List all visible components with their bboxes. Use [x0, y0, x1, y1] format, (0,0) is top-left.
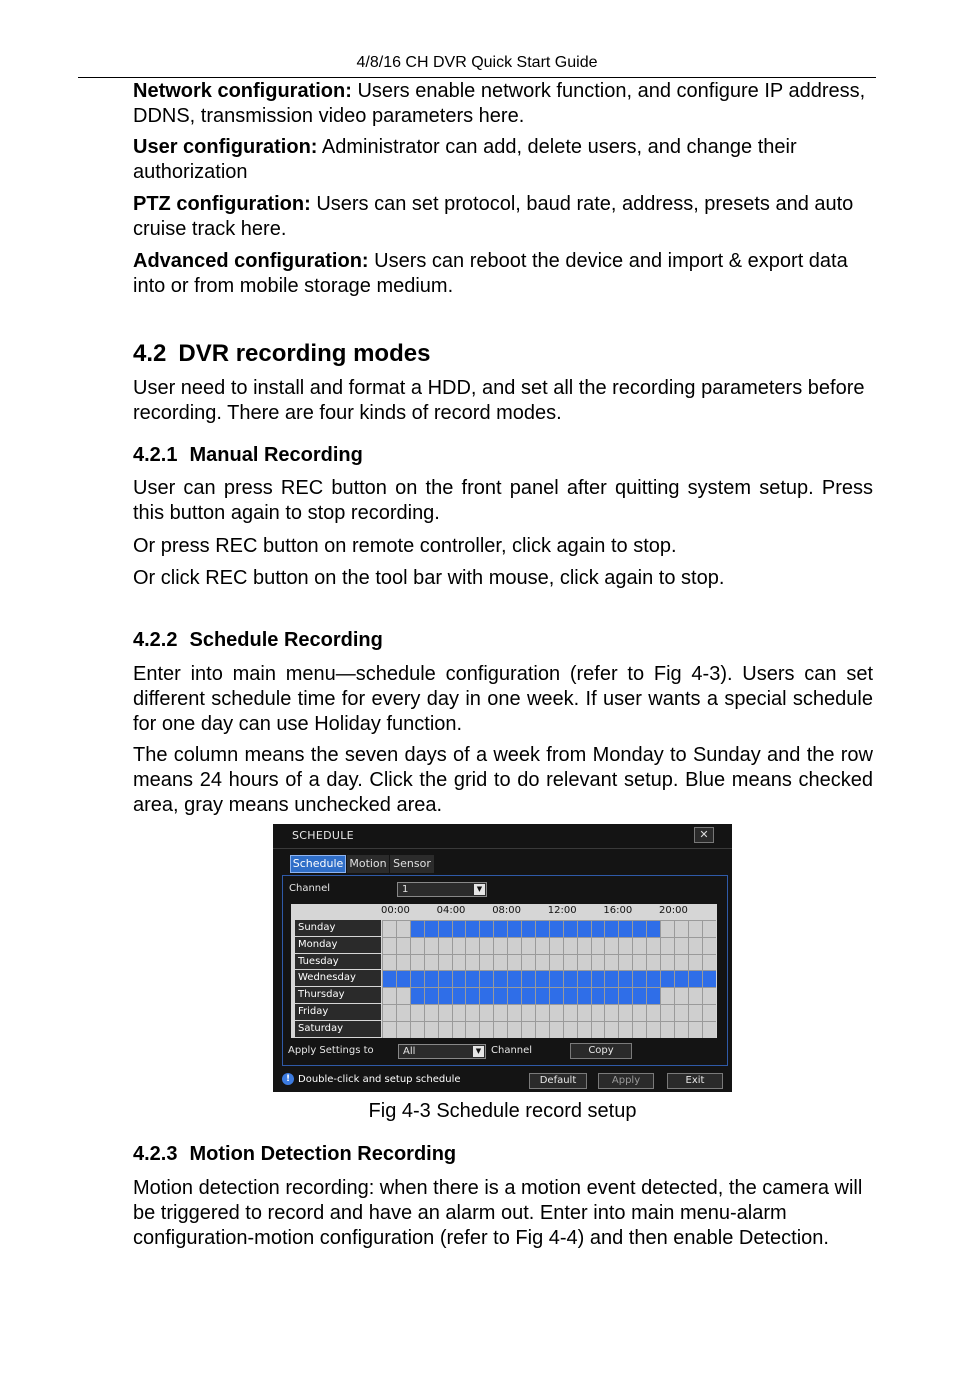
hour-label: 00:00 — [381, 905, 410, 916]
schedule-cell[interactable] — [465, 937, 479, 954]
schedule-cell[interactable] — [604, 937, 618, 954]
schedule-cell[interactable] — [396, 920, 410, 937]
day-label: Monday — [295, 937, 381, 953]
schedule-cell[interactable] — [465, 954, 479, 971]
schedule-cell[interactable] — [507, 1021, 521, 1038]
item-term: PTZ configuration: — [133, 193, 311, 215]
schedule-cell[interactable] — [577, 1004, 591, 1021]
schedule-cell[interactable] — [674, 1004, 688, 1021]
schedule-cell[interactable] — [465, 1021, 479, 1038]
schedule-cell[interactable] — [591, 1004, 605, 1021]
schedule-cell[interactable] — [577, 937, 591, 954]
day-label: Saturday — [295, 1021, 381, 1037]
schedule-cell[interactable] — [688, 954, 702, 971]
schedule-cell[interactable] — [465, 970, 479, 987]
default-button[interactable]: Default — [529, 1073, 587, 1089]
title-divider — [273, 848, 732, 849]
schedule-cell[interactable] — [563, 1021, 577, 1038]
schedule-cell[interactable] — [591, 920, 605, 937]
schedule-cell[interactable] — [632, 954, 646, 971]
schedule-cell[interactable] — [452, 1021, 466, 1038]
schedule-cell[interactable] — [660, 987, 674, 1004]
schedule-cell[interactable] — [382, 954, 396, 971]
schedule-cell[interactable] — [688, 987, 702, 1004]
schedule-cell[interactable] — [591, 970, 605, 987]
schedule-cell[interactable] — [493, 920, 507, 937]
schedule-cell[interactable] — [632, 937, 646, 954]
dialog-title: SCHEDULE — [292, 829, 354, 842]
apply-value: All — [403, 1046, 416, 1057]
schedule-cell[interactable] — [479, 1021, 493, 1038]
tab-sensor[interactable]: Sensor — [390, 855, 434, 873]
schedule-cell[interactable] — [618, 937, 632, 954]
schedule-cell[interactable] — [549, 987, 563, 1004]
apply-select[interactable] — [398, 1044, 486, 1059]
channel-select[interactable] — [397, 882, 487, 897]
schedule-cell[interactable] — [591, 937, 605, 954]
schedule-cell[interactable] — [507, 920, 521, 937]
schedule-cell[interactable] — [549, 937, 563, 954]
schedule-grid — [291, 904, 717, 1038]
close-icon[interactable]: ✕ — [694, 827, 714, 843]
schedule-cell[interactable] — [535, 937, 549, 954]
schedule-cell[interactable] — [493, 937, 507, 954]
schedule-cell[interactable] — [479, 970, 493, 987]
exit-button[interactable]: Exit — [667, 1073, 723, 1089]
section-heading-4-2-2 — [133, 628, 383, 653]
chevron-down-icon: ▼ — [474, 884, 485, 895]
schedule-cell[interactable] — [521, 987, 535, 1004]
manual-rec-para-3: Or click REC button on the tool bar with mouse, click again to stop. — [133, 567, 725, 589]
section-title: Manual Recording — [189, 444, 363, 466]
section-title: Schedule Recording — [189, 629, 383, 651]
figure-caption: Fig 4-3 Schedule record setup — [368, 1100, 637, 1122]
day-label: Friday — [295, 1004, 381, 1020]
schedule-rec-para-2: The column means the seven days of a week from Monday to Sunday and the row means 24 hours of a day. Click the grid to do relevant setup. Blue means checked area, gray means unchecked area. — [133, 744, 873, 816]
schedule-cell[interactable] — [618, 1021, 632, 1038]
schedule-cell[interactable] — [410, 937, 424, 954]
schedule-cell[interactable] — [577, 970, 591, 987]
schedule-cell[interactable] — [674, 954, 688, 971]
schedule-cell[interactable] — [410, 920, 424, 937]
schedule-cell[interactable] — [493, 987, 507, 1004]
manual-rec-para-2: Or press REC button on remote controller, click again to stop. — [133, 535, 677, 557]
schedule-cell[interactable] — [632, 987, 646, 1004]
schedule-cell[interactable] — [521, 920, 535, 937]
hint-text: Double-click and setup schedule — [298, 1074, 461, 1085]
section-heading-4-2 — [133, 339, 430, 369]
schedule-cell[interactable] — [507, 987, 521, 1004]
tab-schedule[interactable]: Schedule — [290, 855, 346, 873]
schedule-cell[interactable] — [549, 920, 563, 937]
section-title: DVR recording modes — [178, 340, 431, 367]
schedule-cell[interactable] — [563, 954, 577, 971]
schedule-cell[interactable] — [452, 1004, 466, 1021]
schedule-cell[interactable] — [591, 954, 605, 971]
schedule-cell[interactable] — [493, 954, 507, 971]
schedule-dialog-figure — [273, 824, 732, 1092]
schedule-cell[interactable] — [424, 970, 438, 987]
schedule-cell[interactable] — [604, 920, 618, 937]
schedule-cell[interactable] — [493, 970, 507, 987]
advanced-config-item — [133, 249, 873, 299]
schedule-cell[interactable] — [507, 1004, 521, 1021]
schedule-cell[interactable] — [702, 1004, 716, 1021]
channel-label: Channel — [289, 883, 331, 894]
schedule-cell[interactable] — [396, 1021, 410, 1038]
schedule-cell[interactable] — [563, 987, 577, 1004]
item-term: Advanced configuration: — [133, 250, 369, 272]
day-label: Sunday — [295, 920, 381, 936]
schedule-cell[interactable] — [604, 987, 618, 1004]
page-header-title: 4/8/16 CH DVR Quick Start Guide — [356, 54, 598, 71]
schedule-cell[interactable] — [382, 937, 396, 954]
schedule-cell[interactable] — [660, 1021, 674, 1038]
section-4-2-text: User need to install and format a HDD, and set all the recording parameters before recording. There are four kinds of record modes. — [133, 377, 865, 424]
schedule-cell[interactable] — [410, 1021, 424, 1038]
schedule-cell[interactable] — [535, 1004, 549, 1021]
schedule-cell[interactable] — [465, 1004, 479, 1021]
apply-button[interactable]: Apply — [598, 1073, 654, 1089]
schedule-cell[interactable] — [618, 1004, 632, 1021]
schedule-cell[interactable] — [535, 954, 549, 971]
schedule-cell[interactable] — [507, 954, 521, 971]
schedule-cell[interactable] — [577, 954, 591, 971]
schedule-cell[interactable] — [396, 970, 410, 987]
hour-label: 16:00 — [603, 905, 633, 916]
schedule-cell[interactable] — [438, 937, 452, 954]
schedule-cell[interactable] — [702, 987, 716, 1004]
schedule-cell[interactable] — [646, 937, 660, 954]
day-label: Wednesday — [295, 970, 381, 986]
schedule-cell[interactable] — [632, 970, 646, 987]
schedule-cell[interactable] — [646, 1004, 660, 1021]
section-number: 4.2.3 — [133, 1143, 178, 1165]
schedule-cell[interactable] — [604, 970, 618, 987]
hour-label: 08:00 — [492, 905, 522, 916]
schedule-cell[interactable] — [604, 1021, 618, 1038]
schedule-cell[interactable] — [396, 954, 410, 971]
schedule-cell[interactable] — [452, 954, 466, 971]
schedule-cell[interactable] — [493, 1021, 507, 1038]
schedule-cell[interactable] — [479, 1004, 493, 1021]
item-term: Network configuration: — [133, 80, 352, 102]
schedule-cell[interactable] — [549, 970, 563, 987]
schedule-cell[interactable] — [465, 987, 479, 1004]
schedule-cell[interactable] — [549, 1021, 563, 1038]
schedule-cell[interactable] — [479, 937, 493, 954]
schedule-cell[interactable] — [604, 1004, 618, 1021]
schedule-cell[interactable] — [535, 987, 549, 1004]
schedule-cell[interactable] — [674, 920, 688, 937]
schedule-cell[interactable] — [438, 970, 452, 987]
schedule-cell[interactable] — [396, 937, 410, 954]
schedule-cell[interactable] — [604, 954, 618, 971]
manual-rec-para-1: User can press REC button on the front panel after quitting system setup. Press this button again to stop recording. — [133, 477, 873, 524]
schedule-cell[interactable] — [382, 970, 396, 987]
section-number: 4.2.1 — [133, 444, 178, 466]
schedule-cell[interactable] — [521, 1021, 535, 1038]
schedule-cell[interactable] — [452, 970, 466, 987]
schedule-cell[interactable] — [438, 954, 452, 971]
item-text: Users can set protocol, baud rate, address, presets and auto cruise track here. — [133, 193, 854, 240]
schedule-cell[interactable] — [521, 1004, 535, 1021]
section-heading-4-2-3 — [133, 1142, 456, 1167]
schedule-cell[interactable] — [396, 987, 410, 1004]
schedule-cell[interactable] — [507, 937, 521, 954]
schedule-cell[interactable] — [660, 937, 674, 954]
section-number: 4.2 — [133, 340, 167, 367]
schedule-rec-para-1: Enter into main menu—schedule configuration (refer to Fig 4-3). Users can set different schedule time for every day in one week. If user wants a special schedule for one day can use Holiday function. — [133, 663, 873, 735]
apply-channel-label: Channel — [491, 1045, 533, 1056]
schedule-cell[interactable] — [549, 1004, 563, 1021]
schedule-cell[interactable] — [702, 1021, 716, 1038]
day-label: Thursday — [295, 987, 381, 1003]
section-title: Motion Detection Recording — [189, 1143, 457, 1165]
motion-rec-text: Motion detection recording: when there is a motion event detected, the camera will be triggered to record and have an alarm out. Enter into main menu-alarm configuration-motion configuration (refer to Fig 4-4) and then enable Detection. — [133, 1177, 863, 1249]
schedule-cell[interactable] — [507, 970, 521, 987]
schedule-cell[interactable] — [410, 987, 424, 1004]
section-number: 4.2.2 — [133, 629, 178, 651]
schedule-cell[interactable] — [452, 920, 466, 937]
item-text: Administrator can add, delete users, and change their authorization — [133, 136, 797, 183]
item-text: Users can reboot the device and import & export data into or from mobile storage medium. — [133, 250, 848, 297]
schedule-cell[interactable] — [688, 970, 702, 987]
schedule-cell[interactable] — [702, 937, 716, 954]
schedule-cell[interactable] — [618, 954, 632, 971]
schedule-cell[interactable] — [674, 1021, 688, 1038]
schedule-cell[interactable] — [410, 1004, 424, 1021]
schedule-cell[interactable] — [465, 920, 479, 937]
schedule-cell[interactable] — [382, 987, 396, 1004]
schedule-cell[interactable] — [424, 1021, 438, 1038]
schedule-cell[interactable] — [479, 987, 493, 1004]
tab-motion[interactable]: Motion — [347, 855, 389, 873]
schedule-cell[interactable] — [521, 937, 535, 954]
network-config-item — [133, 79, 873, 129]
schedule-cell[interactable] — [660, 954, 674, 971]
schedule-cell[interactable] — [479, 954, 493, 971]
schedule-cell[interactable] — [438, 987, 452, 1004]
schedule-cell[interactable] — [591, 987, 605, 1004]
schedule-cell[interactable] — [577, 920, 591, 937]
schedule-cell[interactable] — [479, 920, 493, 937]
schedule-cell[interactable] — [438, 920, 452, 937]
schedule-cell[interactable] — [410, 970, 424, 987]
schedule-cell[interactable] — [632, 1021, 646, 1038]
schedule-cell[interactable] — [688, 937, 702, 954]
schedule-cell[interactable] — [424, 954, 438, 971]
day-label: Tuesday — [295, 954, 381, 970]
schedule-cell[interactable] — [660, 970, 674, 987]
schedule-cell[interactable] — [688, 1004, 702, 1021]
schedule-cell[interactable] — [424, 987, 438, 1004]
schedule-cell[interactable] — [438, 1004, 452, 1021]
schedule-cell[interactable] — [702, 920, 716, 937]
schedule-cell[interactable] — [688, 920, 702, 937]
schedule-cell[interactable] — [646, 920, 660, 937]
schedule-cell[interactable] — [521, 970, 535, 987]
schedule-cell[interactable] — [452, 987, 466, 1004]
schedule-cell[interactable] — [618, 970, 632, 987]
schedule-cell[interactable] — [382, 1004, 396, 1021]
schedule-cell[interactable] — [535, 1021, 549, 1038]
ptz-config-item — [133, 192, 873, 242]
user-config-item — [133, 135, 873, 185]
schedule-cell[interactable] — [646, 954, 660, 971]
item-term: User configuration: — [133, 136, 318, 158]
item-text: Users enable network function, and configure IP address, DDNS, transmission video parameters here. — [133, 80, 866, 127]
schedule-cell[interactable] — [646, 987, 660, 1004]
schedule-cell[interactable] — [577, 1021, 591, 1038]
schedule-cell[interactable] — [382, 920, 396, 937]
schedule-cell[interactable] — [521, 954, 535, 971]
schedule-cell[interactable] — [632, 920, 646, 937]
hour-label: 20:00 — [659, 905, 688, 916]
schedule-cell[interactable] — [424, 920, 438, 937]
schedule-cell[interactable] — [563, 970, 577, 987]
schedule-cell[interactable] — [674, 970, 688, 987]
schedule-cell[interactable] — [563, 920, 577, 937]
channel-value: 1 — [402, 884, 409, 895]
schedule-cell[interactable] — [674, 937, 688, 954]
schedule-cell[interactable] — [591, 1021, 605, 1038]
apply-settings-label: Apply Settings to — [288, 1045, 374, 1056]
schedule-cell[interactable] — [632, 1004, 646, 1021]
header-rule — [78, 77, 876, 78]
schedule-cell[interactable] — [493, 1004, 507, 1021]
schedule-cell[interactable] — [660, 920, 674, 937]
copy-button[interactable]: Copy — [570, 1043, 632, 1059]
schedule-cell[interactable] — [549, 954, 563, 971]
schedule-cell[interactable] — [660, 1004, 674, 1021]
schedule-cell[interactable] — [424, 937, 438, 954]
schedule-cell[interactable] — [618, 920, 632, 937]
schedule-cell[interactable] — [702, 954, 716, 971]
schedule-cell[interactable] — [424, 1004, 438, 1021]
schedule-cell[interactable] — [674, 987, 688, 1004]
hour-label: 12:00 — [547, 905, 577, 916]
section-heading-4-2-1 — [133, 443, 363, 468]
info-icon: ! — [282, 1073, 294, 1085]
chevron-down-icon: ▼ — [473, 1046, 484, 1057]
schedule-cell[interactable] — [535, 970, 549, 987]
schedule-cell[interactable] — [702, 970, 716, 987]
schedule-cell[interactable] — [646, 1021, 660, 1038]
schedule-cell[interactable] — [452, 937, 466, 954]
schedule-cell[interactable] — [563, 937, 577, 954]
schedule-cell[interactable] — [577, 987, 591, 1004]
schedule-cell[interactable] — [396, 1004, 410, 1021]
schedule-cell[interactable] — [688, 1021, 702, 1038]
schedule-cell[interactable] — [438, 1021, 452, 1038]
schedule-cell[interactable] — [618, 987, 632, 1004]
schedule-cell[interactable] — [382, 1021, 396, 1038]
hour-label: 04:00 — [436, 905, 466, 916]
schedule-cell[interactable] — [563, 1004, 577, 1021]
schedule-cell[interactable] — [535, 920, 549, 937]
schedule-cell[interactable] — [410, 954, 424, 971]
schedule-cell[interactable] — [646, 970, 660, 987]
